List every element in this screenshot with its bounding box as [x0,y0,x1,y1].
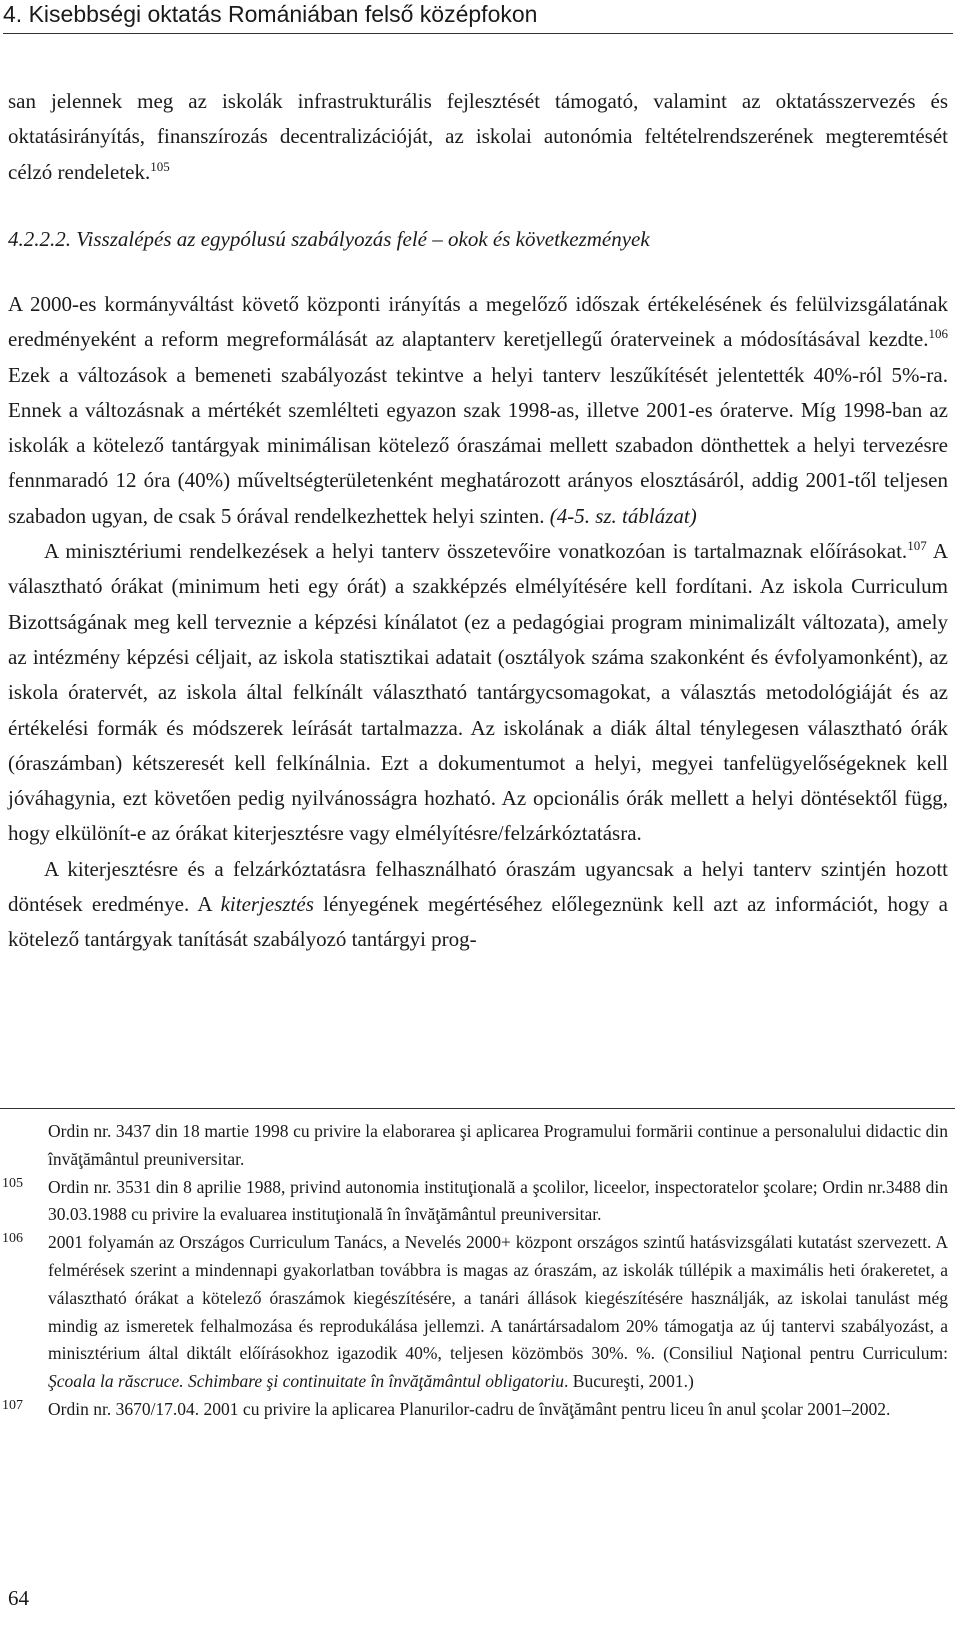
paragraph-3: A kiterjesztésre és a felzárkóztatásra felhasználható óraszám ugyancsak a helyi tanterv szintjén hozott döntések eredménye. A kiterjesztés lényegének megértéséhez előlegeznünk kell azt az információt, hogy a kötelező tantárgyak tanítását szabályozó tantárgyi prog- [8,856,948,952]
footnote-105: 105 Ordin nr. 3531 din 8 aprilie 1988, privind autonomia instituţională a şcolilor, liceelor, inspectoratelor şcolare; Ordin nr.3488 din 30.03.1988 cu privire la evaluarea instituţională în învăţământul preuniversitar. [2,1175,948,1225]
paragraph-1: A 2000-es kormányváltást követő központi irányítás a megelőző időszak értékelésének és felülvizsgálatának eredményeként a reform megreformálását az alaptanterv keretjellegű óraterveinek a módosításával kezdte.$^{106}$ Ezek a változások a bemeneti szabályozást tekintve a helyi tanterv leszűkítését jelentették 40%-ról 5%-ra. Ennek a változásnak a mértékét szemlélteti egyazon szak 1998-as, illetve 2001-es óraterve. Míg 1998-ban az iskolák a kötelező tantárgyak minimálisan kötelező óraszámai mellett szabadon dönthettek a helyi tervezésre fennmaradó 12 óra (40%) műveltségterületenként meghatározott arányos elosztásáról, addig 2001-től teljesen szabadon ugyan, de csak 5 órával rendelkezhettek helyi szinten. (4-5. sz. táblázat) [8,292,948,528]
intro-paragraph [8,84,948,190]
publication-title: Şcoala la răscruce. Schimbare şi continuitate în învăţământul obligatoriu [48,1371,565,1392]
chapter-title: 4. Kisebbségi oktatás Romániában felső középfokon [3,1,538,27]
footnote-105-continuation: Ordin nr. 3437 din 18 martie 1998 cu privire la elaborarea şi aplicarea Programului formării continue a personalului didactic din învăţământul preuniversitar. [48,1121,948,1169]
footnote-number: 106 [2,1231,23,1247]
footnote-107: 107 Ordin nr. 3670/17.04. 2001 cu privire la aplicarea Planurilor-cadru de învăţământ pentru liceu în anul şcolar 2001–2002. [2,1397,891,1419]
footnote-106: 106 2001 folyamán az Országos Curriculum Tanács, a Nevelés 2000+ központ országos szintű hatásvizsgálati kutatást szervezett. A felmérések szerint a mindennapi gyakorlatban továbbra is magas az óraszám, az iskolák túllépik a maximális heti órakeretet, a választható órákat a kötelező óraszámok kiegészítésére, a tanári állások kiegészítésére használják, az iskolai tanulást még mindig az ismeretek felhalmozása és reprodukálása jellemzi. A tanártársadalom 20% támogatja az új tantervi szabályozást, a minisztérium által diktált előírásokhoz igazodik 40%, teljesen közömbös 30%. %. (Consiliul Naţional pentru Curriculum: Şcoala la răscruce. Schimbare şi continuitate în învăţământul obligatoriu. Bucureşti, 2001.) [2,1231,948,1392]
page-number: 64 [8,1586,29,1610]
footnote-divider [0,1108,955,1109]
footnote-ref[interactable]: 105 [150,158,170,174]
table-reference: (4-5. sz. táblázat) [549,503,697,528]
footnote-ref[interactable]: 106 [928,326,948,342]
footnote-number: 107 [2,1397,23,1413]
footnote-ref[interactable]: 107 [907,538,927,554]
paragraph-2: A minisztériumi rendelkezések a helyi tanterv összetevőire vonatkozóan is tartalmaznak előírásokat.$^{107}$ A választható órákat (minimum heti egy órát) a szakképzés elmélyítésére kell fordítani. Az iskola Curriculum Bizottságának meg kell terveznie a képzési kínálatot (ez a pedagógiai program minimalizált változata), amely az intézmény képzési céljait, az iskola statisztikai adatait (osztályok száma szakonként és évfolyamonként), az iskola óratervét, az iskola által felkínált választható tantárgycsomagokat, a választás metodológiáját és az értékelési formák és módszerek leírását tartalmazza. Az iskolának a diák által ténylegesen választható órák (óraszámban) kétszeresét kell felkínálnia. Ezt a dokumentumot a helyi, megyei tanfelügyelőségeknek kell jóváhagynia, ezt követően pedig nyilvánosságra hozható. Az opcionális órák mellett a helyi döntésektől függ, hogy elkülönít-e az órákat kiterjesztésre vagy elmélyítésre/felzárkóztatásra. [8,538,949,846]
section-heading: 4.2.2.2. Visszalépés az egypólusú szabályozás felé – okok és következmények [8,227,650,251]
intro-text: san jelennek meg az iskolák infrastrukturális fejlesztését támogató, valamint az oktatásszervezés és oktatásirányítás, finanszírozás decentralizációját, az iskolai autonómia feltételrendszerének megteremtését célzó rendeletek. [8,89,948,184]
footnotes [2,1118,948,1424]
running-header [3,0,953,34]
emphasized-term: kiterjesztés [220,892,314,917]
footnote-number: 105 [2,1175,23,1191]
main-text [8,287,948,958]
